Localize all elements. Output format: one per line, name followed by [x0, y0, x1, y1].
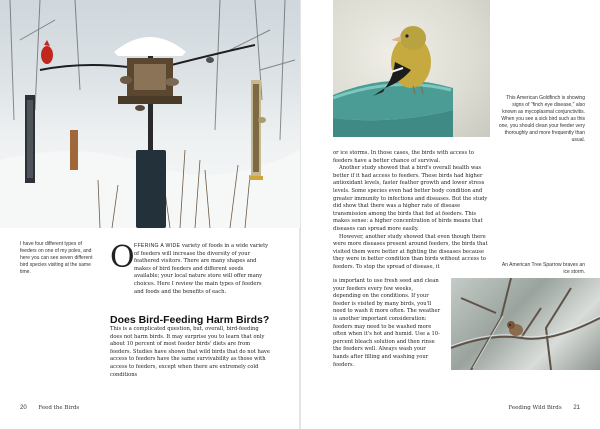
right-page-number: 21 — [573, 405, 580, 411]
left-running-head: Feed the Birds — [38, 405, 80, 411]
right-paragraph-2: Another study showed that a bird's overall health was better if it had access to feeders. These birds had higher antioxidant levels, faster feather growth and lower stress levels. Some species even had better body condition and greater immunity to infections and diseases. But the study did show that there was a higher rate of disease transmission among the birds that fed at feeders. This makes sense: a higher concentration of birds means that diseases can spread more easily. — [333, 165, 488, 232]
intro-lead: FFERING A WIDE — [134, 243, 181, 249]
left-page-number: 20 — [20, 405, 27, 411]
intro-rest: variety of foods in a wide variety of feeders will increase the diversity of your feathered visitors. There are many shapes and makes of bird feeders and different seeds available; your local nature store will offer many choices. Here I review the main types of feeders and foods and the benefits of each. — [134, 243, 269, 295]
goldfinch-illustration — [333, 0, 490, 137]
right-paragraph-1: or ice storms. In those cases, the birds with access to feeders have a better chance of survival. — [333, 150, 474, 164]
left-body-column — [110, 326, 270, 379]
left-folio — [20, 405, 79, 411]
right-body-column-1 — [333, 150, 490, 272]
goldfinch-photo — [333, 0, 490, 137]
right-running-head: Feeding Wild Birds — [508, 405, 562, 411]
section-heading: Does Bird-Feeding Harm Birds? — [110, 314, 270, 326]
right-paragraph-4: is important to use fresh seed and clean your feeders every few weeks, depending on the conditions. If your feeder is visited by many birds, you'll need to wash it more often. The weather is another important consideration: feeders may need to be washed more often when it's hot and humid. Use a 10-percent bleach solution and then rinse the feeders well. Always wash your hands after filling and washing your feeders. — [333, 278, 441, 368]
intro-paragraph — [110, 240, 270, 296]
right-folio — [508, 405, 580, 411]
winter-feeder-illustration — [0, 0, 300, 228]
feeder-photo-caption: I have four different types of feeders on one of my poles, and here you can see seven different bird species visiting at the same time. — [20, 241, 93, 275]
goldfinch-caption: This American Goldfinch is showing signs of "finch eye disease," also known as mycoplasmal conjunctivitis. When you see a sick bird such as this one, you should clean your feeder very thoroughly and more frequently than usual. — [498, 95, 585, 143]
right-body-column-2 — [333, 278, 441, 369]
drop-cap: O — [110, 240, 135, 275]
right-paragraph-3: However, another study showed that even though there were more diseases present around feeders, the birds that visited them were better at fighting the diseases because they were in better condition than birds without access to feeders. To stop the spread of disease, it — [333, 233, 488, 270]
sparrow-caption: An American Tree Sparrow braves an ice storm. — [501, 262, 585, 275]
left-body-paragraph: This is a complicated question, but, overall, bird-feeding does not harm birds. It may surprise you to learn that only about 10 percent of most feeder birds' diets are from feeders. Studies have shown that wild birds that do not have access to feeders have the same survivability as those with access to feeders, except when there are extremely cold conditions — [110, 326, 270, 378]
tree-sparrow-illustration — [451, 278, 600, 370]
winter-feeder-photo — [0, 0, 300, 228]
tree-sparrow-photo — [451, 278, 600, 370]
